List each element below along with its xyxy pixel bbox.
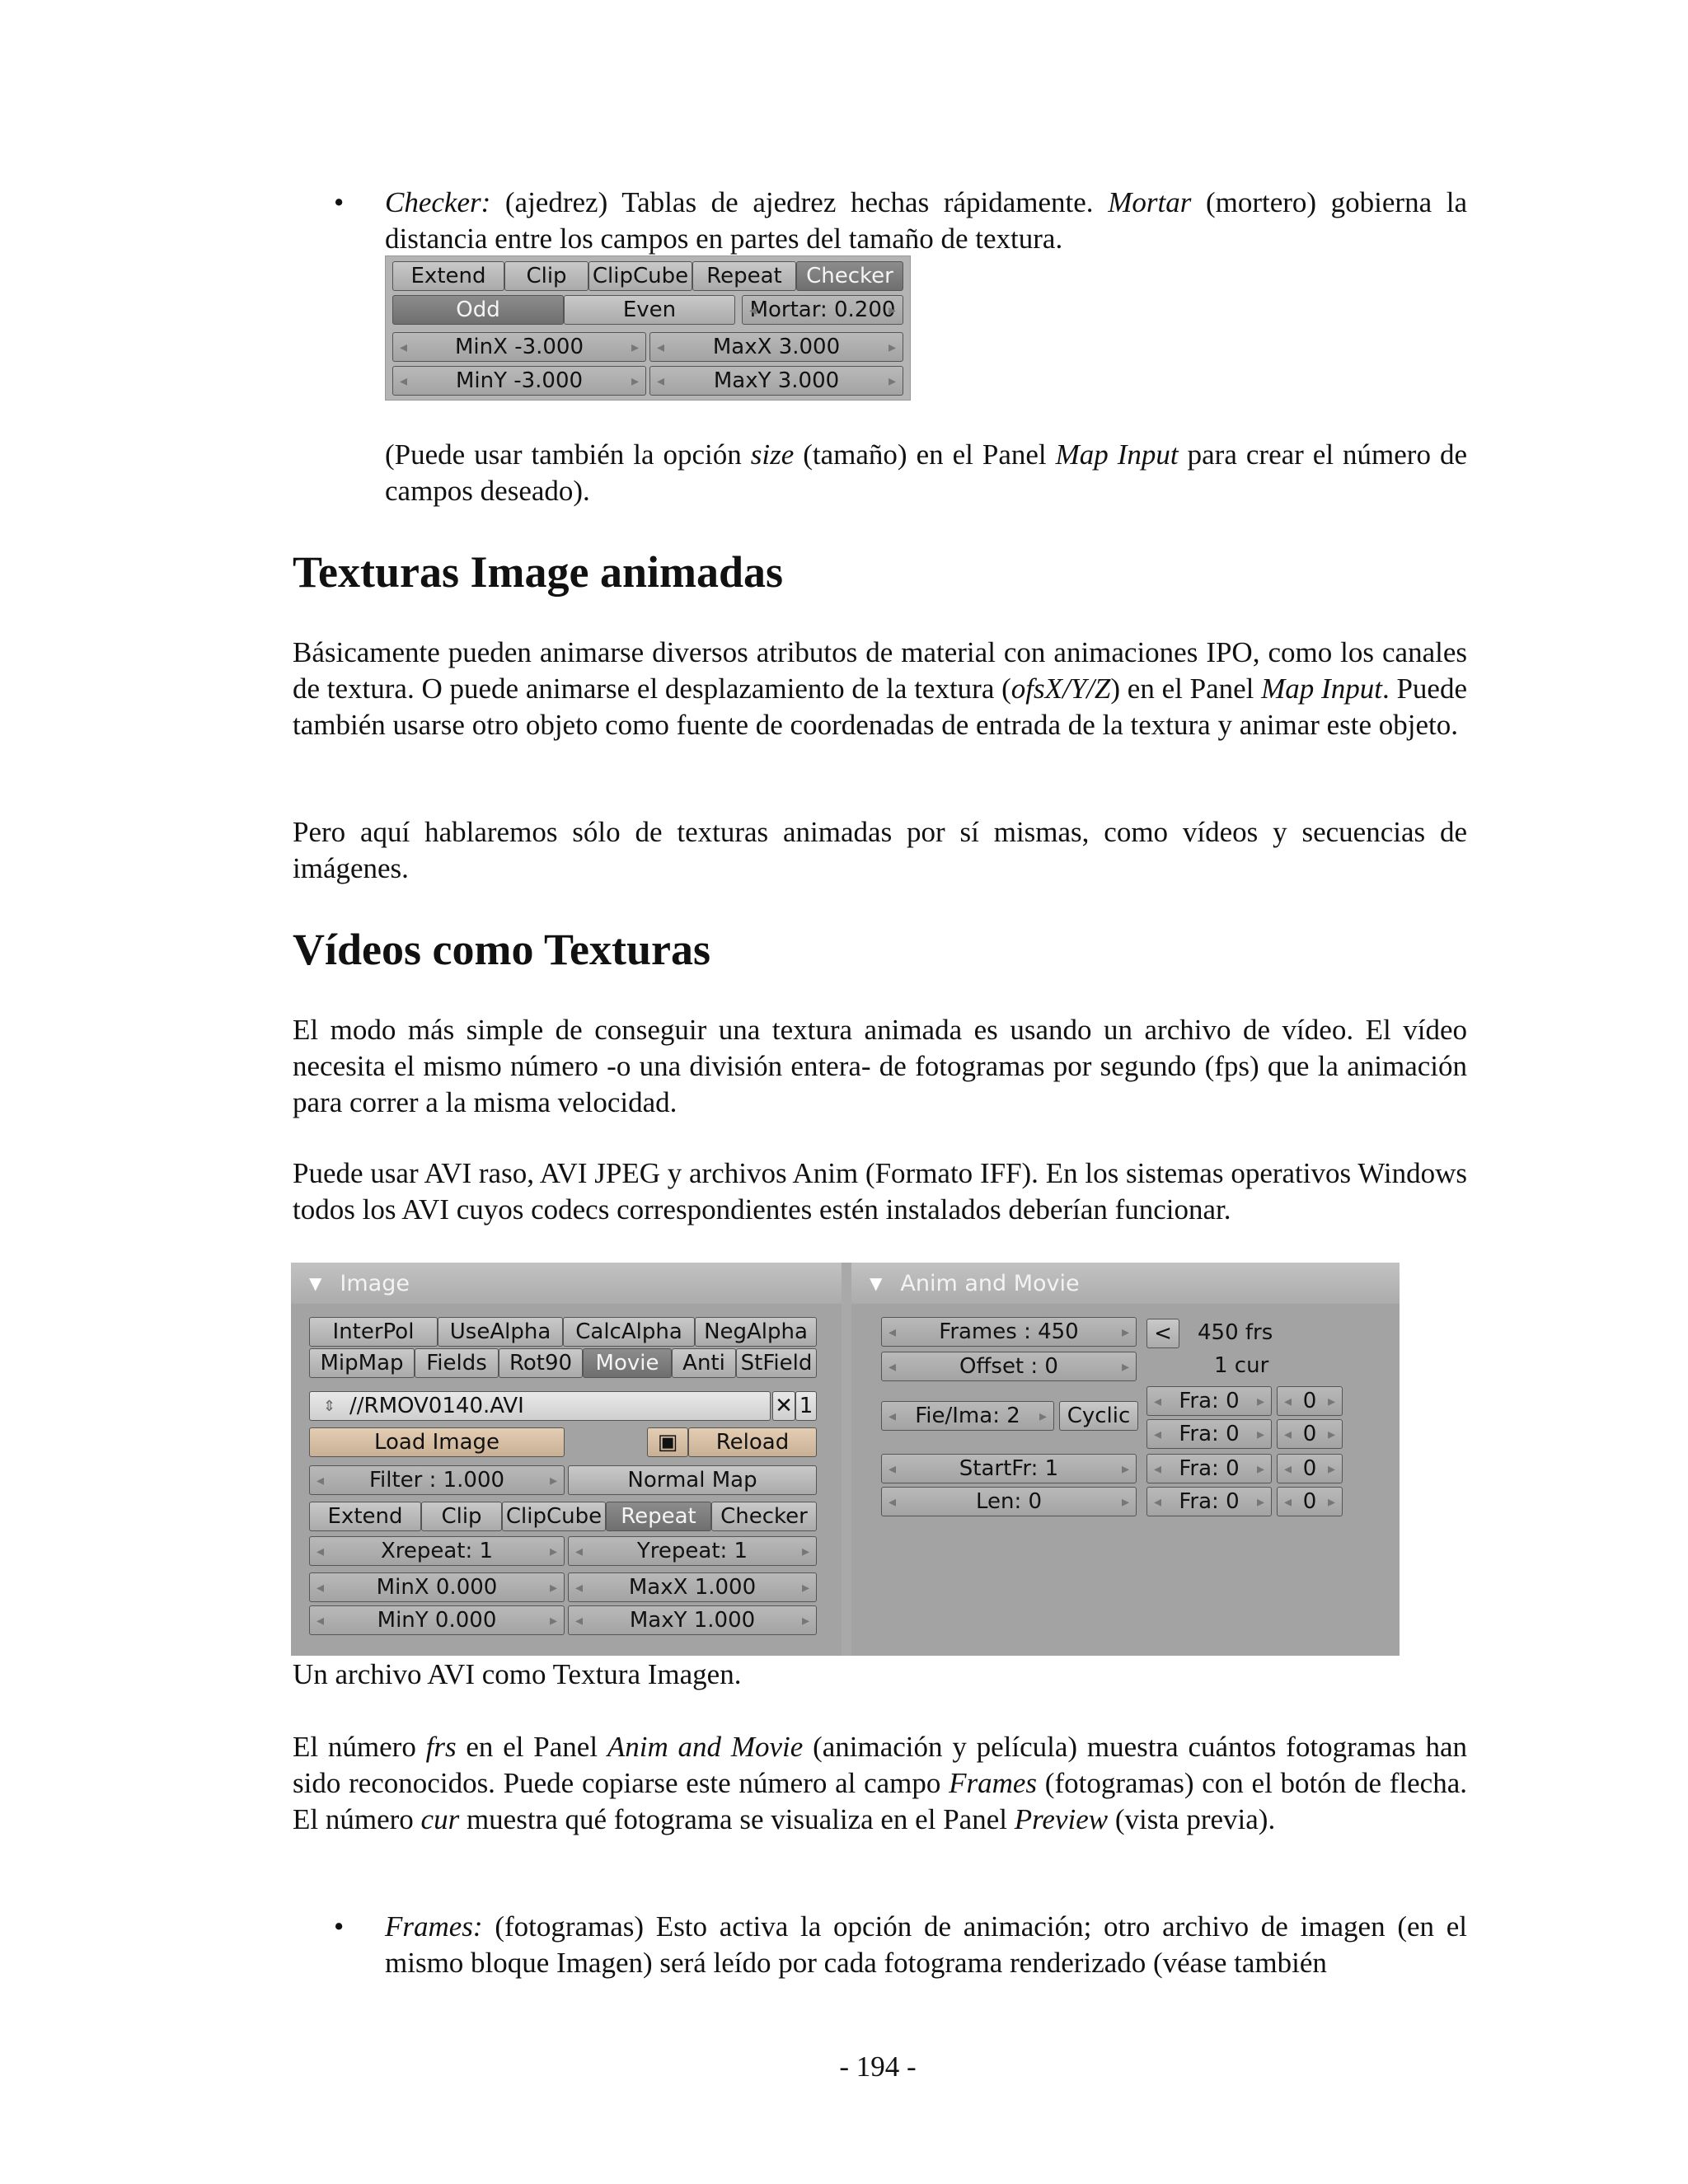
mipmap-button[interactable]: MipMap [309, 1348, 415, 1378]
clipcube-button[interactable]: ClipCube [588, 261, 692, 291]
fra-field-4[interactable]: ◂ Fra: 0 ▸ [1146, 1487, 1272, 1516]
checker-text-b: (mortero) gobierna la distancia entre los campos en partes del tamaño de textura. [385, 186, 1467, 255]
image-anim-screenshot [291, 1263, 1400, 1656]
calcalpha-button[interactable]: CalcAlpha [563, 1317, 695, 1347]
maxx-field-2[interactable]: ◂ MaxX 1.000 ▸ [568, 1572, 817, 1602]
even-toggle[interactable]: Even [564, 295, 735, 325]
para1-text-b: ) en el Panel [1110, 673, 1262, 705]
map-input-term: Map Input [1055, 438, 1179, 471]
copy-frames-arrow-button[interactable]: < [1146, 1319, 1179, 1348]
interpol-button[interactable]: InterPol [309, 1317, 438, 1347]
yrepeat-field[interactable]: ◂ Yrepeat: 1 ▸ [568, 1536, 817, 1566]
frames-bullet-term: Frames: [385, 1910, 483, 1943]
extend-button-2[interactable]: Extend [309, 1502, 421, 1531]
negalpha-button[interactable]: NegAlpha [695, 1317, 817, 1347]
animated-attributes-paragraph [293, 635, 1467, 743]
para5-text-a: El número [293, 1731, 426, 1763]
fra-value-field-2[interactable]: ◂ 0 ▸ [1277, 1419, 1343, 1449]
avi-formats-paragraph: Puede usar AVI raso, AVI JPEG y archivos Anim (Formato IFF). En los sistemas operativos Windows todos los AVI cuyos codecs correspondientes estén instalados deberían funcionar. [293, 1157, 1467, 1226]
frames-field[interactable]: ◂ Frames : 450 ▸ [881, 1317, 1137, 1347]
fra-field-1[interactable]: ◂ Fra: 0 ▸ [1146, 1386, 1272, 1416]
para1-text-a: Básicamente pueden animarse diversos atributos de material con animaciones IPO, como los canales de textura. O puede animarse el desplazamiento de la textura ( [293, 636, 1467, 705]
fra-value-field-1[interactable]: ◂ 0 ▸ [1277, 1386, 1343, 1416]
fra-field-2[interactable]: ◂ Fra: 0 ▸ [1146, 1419, 1272, 1449]
checker-button-2[interactable]: Checker [711, 1502, 817, 1531]
frames-term: Frames [949, 1767, 1038, 1799]
clip-button[interactable]: Clip [504, 261, 588, 291]
odd-toggle[interactable]: Odd [392, 295, 564, 325]
size-text-b: (tamaño) en el Panel [794, 438, 1056, 471]
cur-frame-label: 1 cur [1214, 1353, 1269, 1378]
fields-button[interactable]: Fields [415, 1348, 499, 1378]
miny-field-2[interactable]: ◂ MinY 0.000 ▸ [309, 1605, 565, 1635]
cyclic-button[interactable]: Cyclic [1059, 1401, 1138, 1431]
unlink-image-icon[interactable]: ✕ [772, 1391, 795, 1421]
anti-button[interactable]: Anti [672, 1348, 736, 1378]
cur-term: cur [420, 1803, 460, 1835]
pack-icon[interactable]: ▣ [647, 1427, 688, 1457]
checker-texture-panel [385, 255, 911, 401]
fra-value-field-4[interactable]: ◂ 0 ▸ [1277, 1487, 1343, 1516]
checker-term: Checker: [385, 186, 491, 218]
size-paragraph [385, 437, 1467, 509]
collapse-triangle-icon[interactable]: ▼ [870, 1273, 883, 1293]
frs-term: frs [425, 1731, 457, 1763]
filter-field[interactable]: ◂ Filter : 1.000 ▸ [309, 1465, 565, 1495]
para5-text-d: (fotogramas) con el botón de flecha. El número [293, 1767, 1468, 1835]
image-panel [291, 1263, 842, 1656]
image-panel-header[interactable] [291, 1263, 842, 1304]
collapse-triangle-icon[interactable]: ▼ [309, 1273, 322, 1293]
para5-text-e: muestra qué fotograma se visualiza en el Panel [459, 1803, 1015, 1835]
ofs-term: ofsX/Y/Z [1010, 673, 1111, 705]
miny-field[interactable]: ◂ MinY -3.000 ▸ [392, 366, 646, 396]
size-text-c: para crear el número de campos deseado). [385, 438, 1467, 507]
bullet-marker: • [334, 186, 345, 218]
image-panel-title: Image [340, 1270, 410, 1296]
anim-movie-panel [851, 1263, 1400, 1656]
clip-button-2[interactable]: Clip [421, 1502, 502, 1531]
browse-arrows-icon[interactable]: ⇕ [323, 1397, 336, 1415]
load-image-button[interactable]: Load Image [309, 1427, 565, 1457]
image-users-count[interactable]: 1 [795, 1391, 817, 1421]
heading-animated-textures: Texturas Image animadas [293, 547, 784, 597]
maxx-field[interactable]: ◂ MaxX 3.000 ▸ [649, 332, 903, 362]
rot90-button[interactable]: Rot90 [499, 1348, 583, 1378]
xrepeat-field[interactable]: ◂ Xrepeat: 1 ▸ [309, 1536, 565, 1566]
image-file-field[interactable] [309, 1391, 771, 1421]
figure-caption: Un archivo AVI como Textura Imagen. [293, 1658, 742, 1690]
anim-movie-term: Anim and Movie [607, 1731, 804, 1763]
reload-button[interactable]: Reload [688, 1427, 817, 1457]
offset-field[interactable]: ◂ Offset : 0 ▸ [881, 1352, 1137, 1381]
checker-text-a: (ajedrez) Tablas de ajedrez hechas rápidamente. [490, 186, 1109, 218]
movie-button[interactable]: Movie [583, 1348, 672, 1378]
para1-text-c: . Puede también usarse otro objeto como fuente de coordenadas de entrada de la textura y animar este objeto. [293, 673, 1467, 741]
maxy-field[interactable]: ◂ MaxY 3.000 ▸ [649, 366, 903, 396]
normal-map-button[interactable]: Normal Map [568, 1465, 817, 1495]
anim-panel-title: Anim and Movie [900, 1270, 1080, 1296]
video-file-paragraph: El modo más simple de conseguir una textura animada es usando un archivo de vídeo. El vídeo necesita el mismo número -o una división entera- de fotogramas por segundo (fps) que la animación para correr a la misma velocidad. [293, 1014, 1467, 1118]
repeat-button-2[interactable]: Repeat [606, 1502, 711, 1531]
para5-text-f: (vista previa). [1108, 1803, 1276, 1835]
anim-panel-header[interactable] [851, 1263, 1400, 1304]
size-term: size [750, 438, 795, 471]
heading-video-textures: Vídeos como Texturas [293, 925, 711, 974]
map-input-term-2: Map Input [1261, 673, 1382, 705]
frames-bullet-paragraph [385, 1909, 1467, 1981]
repeat-button[interactable]: Repeat [692, 261, 796, 291]
frs-explanation-paragraph [293, 1729, 1467, 1838]
fra-field-3[interactable]: ◂ Fra: 0 ▸ [1146, 1454, 1272, 1483]
mortar-field[interactable]: ◂ Mortar: 0.200 ▸ [742, 295, 903, 325]
self-animated-paragraph: Pero aquí hablaremos sólo de texturas animadas por sí mismas, como vídeos y secuencias de imágenes. [293, 816, 1467, 884]
startfr-field[interactable]: ◂ StartFr: 1 ▸ [881, 1454, 1137, 1483]
mortar-term: Mortar [1108, 186, 1192, 218]
fra-value-field-3[interactable]: ◂ 0 ▸ [1277, 1454, 1343, 1483]
minx-field-2[interactable]: ◂ MinX 0.000 ▸ [309, 1572, 565, 1602]
extend-button[interactable]: Extend [392, 261, 504, 291]
page-number: - 194 - [839, 2050, 917, 2083]
frs-count-label: 450 frs [1198, 1320, 1273, 1345]
minx-field[interactable]: ◂ MinX -3.000 ▸ [392, 332, 646, 362]
image-file-path: //RMOV0140.AVI [349, 1394, 524, 1418]
bullet-marker: • [334, 1910, 345, 1943]
preview-term: Preview [1014, 1803, 1109, 1835]
para5-text-c: (animación y película) muestra cuántos fotogramas han sido reconocidos. Puede copiarse este número al campo [293, 1731, 1467, 1799]
clipcube-button-2[interactable]: ClipCube [502, 1502, 606, 1531]
maxy-field-2[interactable]: ◂ MaxY 1.000 ▸ [568, 1605, 817, 1635]
fie-ima-field[interactable]: ◂ Fie/Ima: 2 ▸ [881, 1401, 1054, 1431]
len-field[interactable]: ◂ Len: 0 ▸ [881, 1487, 1137, 1516]
checker-paragraph [385, 185, 1467, 257]
usealpha-button[interactable]: UseAlpha [438, 1317, 563, 1347]
checker-button[interactable]: Checker [796, 261, 903, 291]
stfield-button[interactable]: StField [736, 1348, 817, 1378]
size-text-a: (Puede usar también la opción [385, 438, 751, 471]
para5-text-b: en el Panel [456, 1731, 607, 1763]
frames-bullet-text: (fotogramas) Esto activa la opción de animación; otro archivo de imagen (en el mismo bloque Imagen) será leído por cada fotograma renderizado (véase también [385, 1910, 1467, 1979]
